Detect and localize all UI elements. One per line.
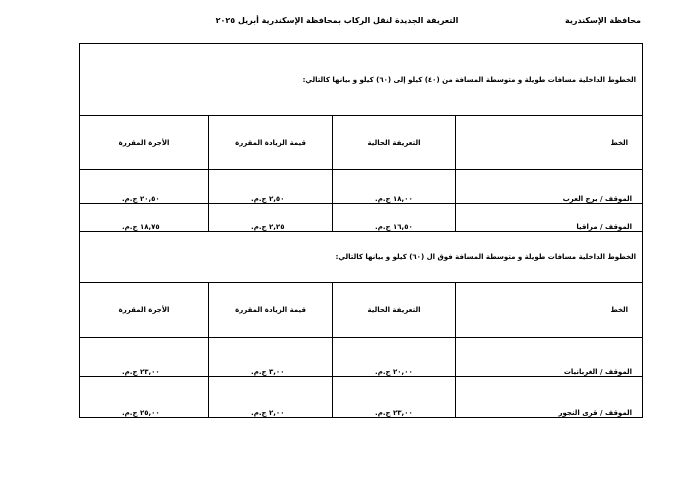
route-cell: الموقف / برج العرب (456, 170, 643, 204)
current-fare-cell: ٢٣,٠٠ ج.م. (333, 377, 456, 418)
section-2-column-headers (80, 283, 643, 338)
new-fare-cell: ٢٠,٥٠ ج.م. (80, 170, 209, 204)
table-row (80, 338, 643, 377)
col-header-current-fare: التعريفة الحالية (333, 116, 456, 170)
col-header-new-fare: الأجرة المقررة (80, 283, 209, 338)
col-header-new-fare: الأجرة المقررة (80, 116, 209, 170)
col-header-current-fare: التعريفة الحالية (333, 283, 456, 338)
current-fare-cell: ٢٠,٠٠ ج.م. (333, 338, 456, 377)
increase-cell: ٣,٠٠ ج.م. (209, 338, 333, 377)
route-cell: الموقف / الغربانيات (456, 338, 643, 377)
route-cell: الموقف / مراقيا (456, 204, 643, 232)
table-row (80, 170, 643, 204)
table-row (80, 204, 643, 232)
current-fare-cell: ١٦,٥٠ ج.م. (333, 204, 456, 232)
table-row (80, 377, 643, 418)
section-2-title: الخطوط الداخلية مسافات طويلة و متوسطة المسافة فوق ال (٦٠) كيلو و بيانها كالتالي: (80, 232, 643, 283)
col-header-increase: قيمة الزيادة المقررة (209, 116, 333, 170)
increase-cell: ٢,٠٠ ج.م. (209, 377, 333, 418)
governorate-label: محافظة الإسكندرية (565, 16, 641, 25)
increase-cell: ٢,٥٠ ج.م. (209, 170, 333, 204)
new-fare-cell: ١٨,٧٥ ج.م. (80, 204, 209, 232)
new-fare-cell: ٢٣,٠٠ ج.م. (80, 338, 209, 377)
document-title: التعريفة الجديدة لنقل الركاب بمحافظة الإسكندرية أبريل ٢٠٢٥ (215, 16, 459, 25)
section-1-title-row (80, 44, 643, 116)
col-header-increase: قيمة الزيادة المقررة (209, 283, 333, 338)
col-header-route: الخط (456, 116, 643, 170)
tariff-table (79, 43, 643, 418)
section-1-column-headers (80, 116, 643, 170)
new-fare-cell: ٢٥,٠٠ ج.م. (80, 377, 209, 418)
section-1-title: الخطوط الداخلية مسافات طويلة و متوسطة المسافة من (٤٠) كيلو إلى (٦٠) كيلو و بيانها كالتالي: (80, 44, 643, 116)
current-fare-cell: ١٨,٠٠ ج.م. (333, 170, 456, 204)
increase-cell: ٢,٢٥ ج.م. (209, 204, 333, 232)
col-header-route: الخط (456, 283, 643, 338)
section-2-title-row (80, 232, 643, 283)
route-cell: الموقف / قرى النجور (456, 377, 643, 418)
